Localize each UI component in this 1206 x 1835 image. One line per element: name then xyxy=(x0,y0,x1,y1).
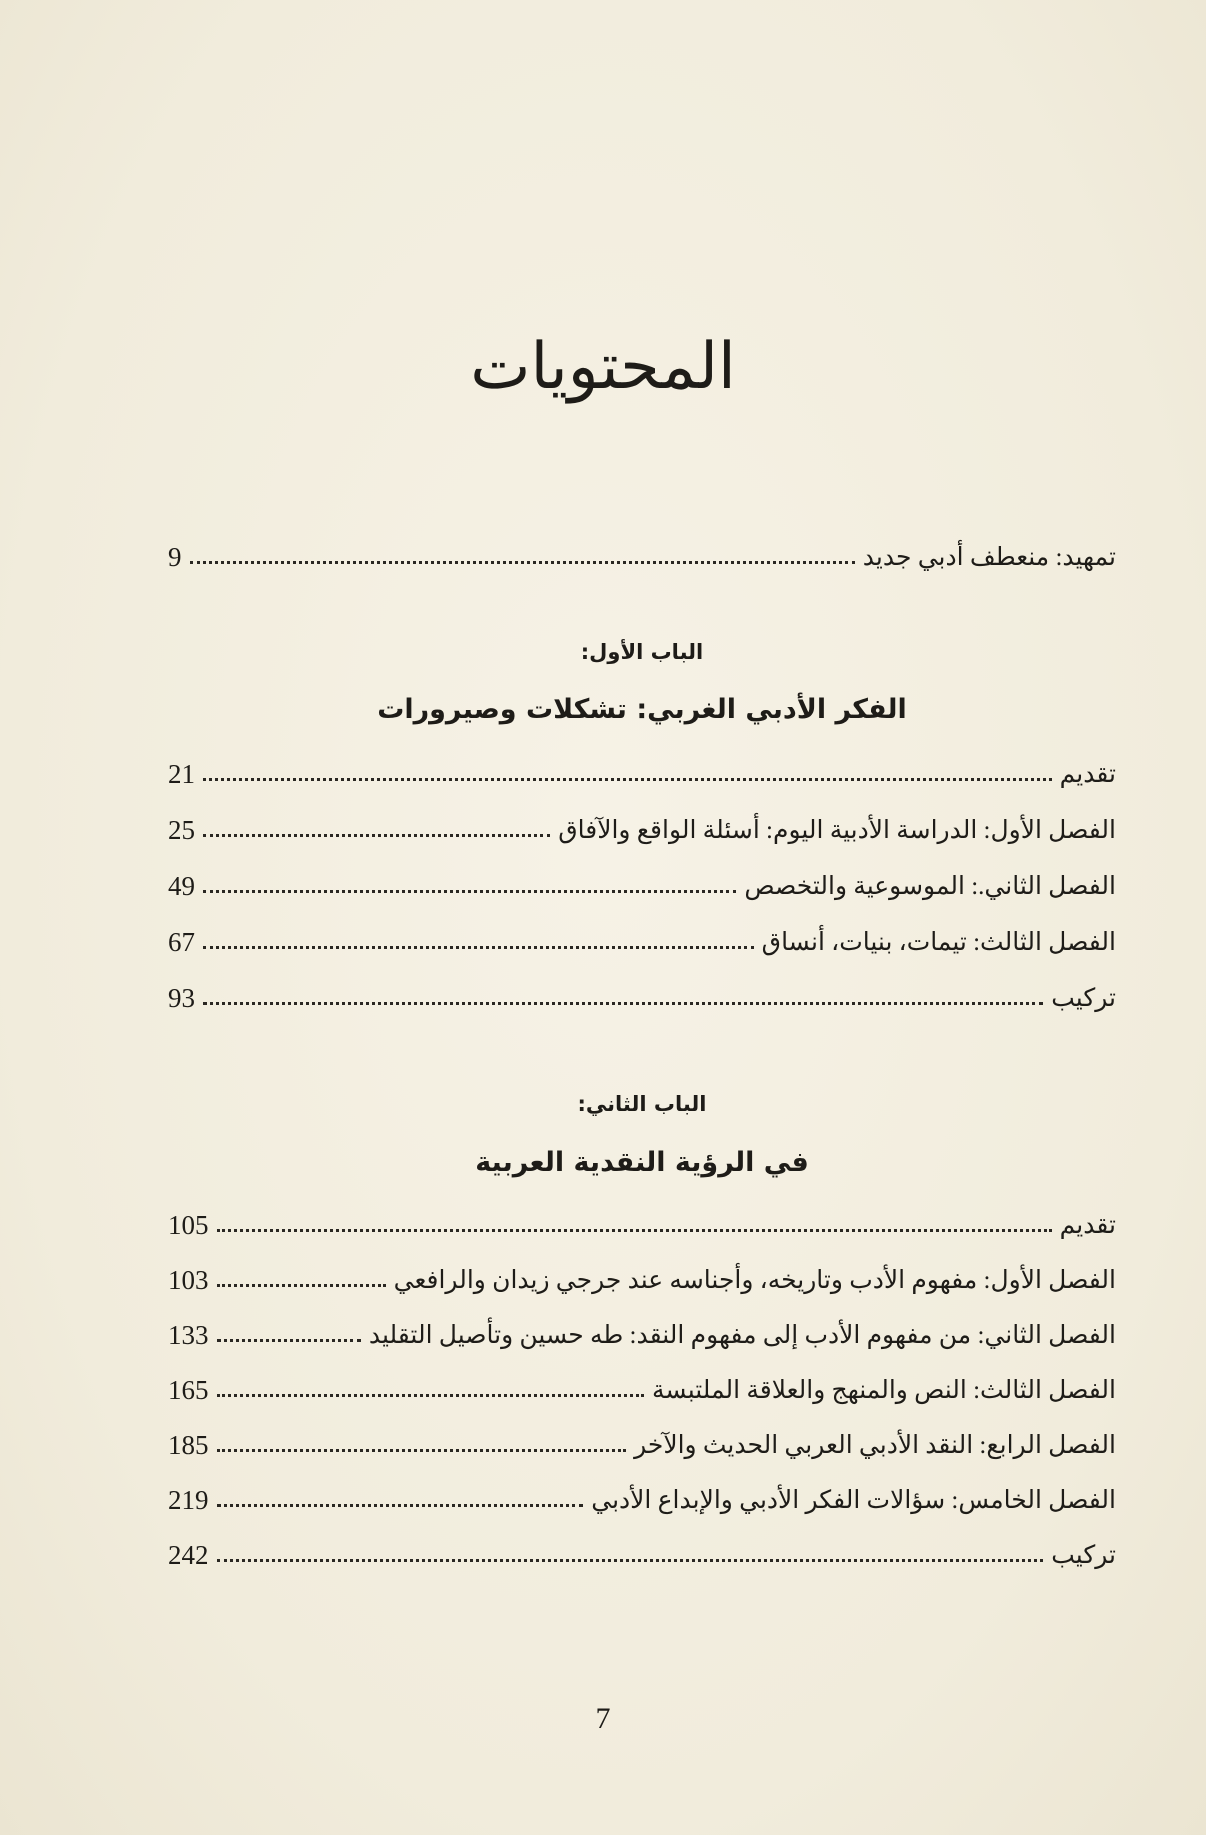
toc-entry-page: 103 xyxy=(168,1264,209,1295)
toc-entry-label: الفصل الخامس: سؤالات الفكر الأدبي والإبداع الأدبي xyxy=(591,1487,1116,1514)
dot-leader xyxy=(217,1559,1044,1562)
toc-entry[interactable] xyxy=(168,864,1116,908)
toc-entry-label: الفصل الثاني.: الموسوعية والتخصص xyxy=(744,873,1116,900)
part-2-title: في الرؤية النقدية العربية xyxy=(475,1147,809,1178)
toc-entry-page: 21 xyxy=(168,758,195,789)
part-2-label: الباب الثاني: xyxy=(577,1092,707,1116)
dot-leader xyxy=(203,946,754,949)
toc-entry-page: 242 xyxy=(168,1539,209,1570)
toc-entry-page: 165 xyxy=(168,1374,209,1405)
toc-entry[interactable] xyxy=(168,976,1116,1020)
toc-entry[interactable] xyxy=(168,808,1116,852)
dot-leader xyxy=(217,1284,386,1287)
dot-leader xyxy=(203,834,550,837)
toc-entry[interactable] xyxy=(168,1368,1116,1412)
dot-leader xyxy=(217,1229,1052,1232)
toc-entry-page: 133 xyxy=(168,1319,209,1350)
toc-entry-page: 25 xyxy=(168,814,195,845)
toc-entry-label: تمهيد: منعطف أدبي جديد xyxy=(862,544,1116,571)
toc-entry[interactable] xyxy=(168,1478,1116,1522)
toc-entry-page: 67 xyxy=(168,926,195,957)
toc-entry-label: الفصل الأول: الدراسة الأدبية اليوم: أسئلة الواقع والآفاق xyxy=(558,817,1116,844)
toc-entry-page: 219 xyxy=(168,1484,209,1515)
toc-entry[interactable] xyxy=(168,1313,1116,1357)
toc-entry-label: الفصل الثالث: النص والمنهج والعلاقة الملتبسة xyxy=(652,1377,1116,1404)
toc-entry-label: الفصل الرابع: النقد الأدبي العربي الحديث والآخر xyxy=(634,1432,1116,1459)
toc-entry[interactable] xyxy=(168,1533,1116,1577)
toc-entry-page: 49 xyxy=(168,870,195,901)
dot-leader xyxy=(217,1394,645,1397)
toc-entry[interactable] xyxy=(168,752,1116,796)
toc-entry[interactable] xyxy=(168,1203,1116,1247)
toc-entry-page: 105 xyxy=(168,1209,209,1240)
part-1-label: الباب الأول: xyxy=(580,640,704,664)
toc-entry-label: تركيب xyxy=(1051,985,1116,1012)
dot-leader xyxy=(190,561,855,564)
toc-entry[interactable] xyxy=(168,920,1116,964)
dot-leader xyxy=(217,1449,627,1452)
dot-leader xyxy=(217,1339,361,1342)
toc-entry-label: تركيب xyxy=(1051,1542,1116,1569)
toc-entry[interactable] xyxy=(168,1258,1116,1302)
page-title: المحتويات xyxy=(470,330,736,404)
toc-entry-label: الفصل الأول: مفهوم الأدب وتاريخه، وأجناسه عند جرجي زيدان والرافعي xyxy=(393,1267,1116,1294)
page-number: 7 xyxy=(595,1702,611,1735)
dot-leader xyxy=(203,778,1052,781)
toc-entry-label: تقديم xyxy=(1059,1212,1116,1239)
toc-entry-label: الفصل الثاني: من مفهوم الأدب إلى مفهوم النقد: طه حسين وتأصيل التقليد xyxy=(368,1322,1116,1349)
dot-leader xyxy=(203,1002,1043,1005)
dot-leader xyxy=(217,1504,584,1507)
toc-entry-label: تقديم xyxy=(1059,761,1116,788)
part-1-title: الفكر الأدبي الغربي: تشكلات وصيرورات xyxy=(377,694,907,725)
toc-entry-page: 93 xyxy=(168,982,195,1013)
toc-entry-intro[interactable] xyxy=(168,535,1116,579)
dot-leader xyxy=(203,890,736,893)
toc-entry-label: الفصل الثالث: تيمات، بنيات، أنساق xyxy=(761,929,1116,956)
toc-entry[interactable] xyxy=(168,1423,1116,1467)
toc-entry-page: 185 xyxy=(168,1429,209,1460)
toc-entry-page: 9 xyxy=(168,541,182,572)
